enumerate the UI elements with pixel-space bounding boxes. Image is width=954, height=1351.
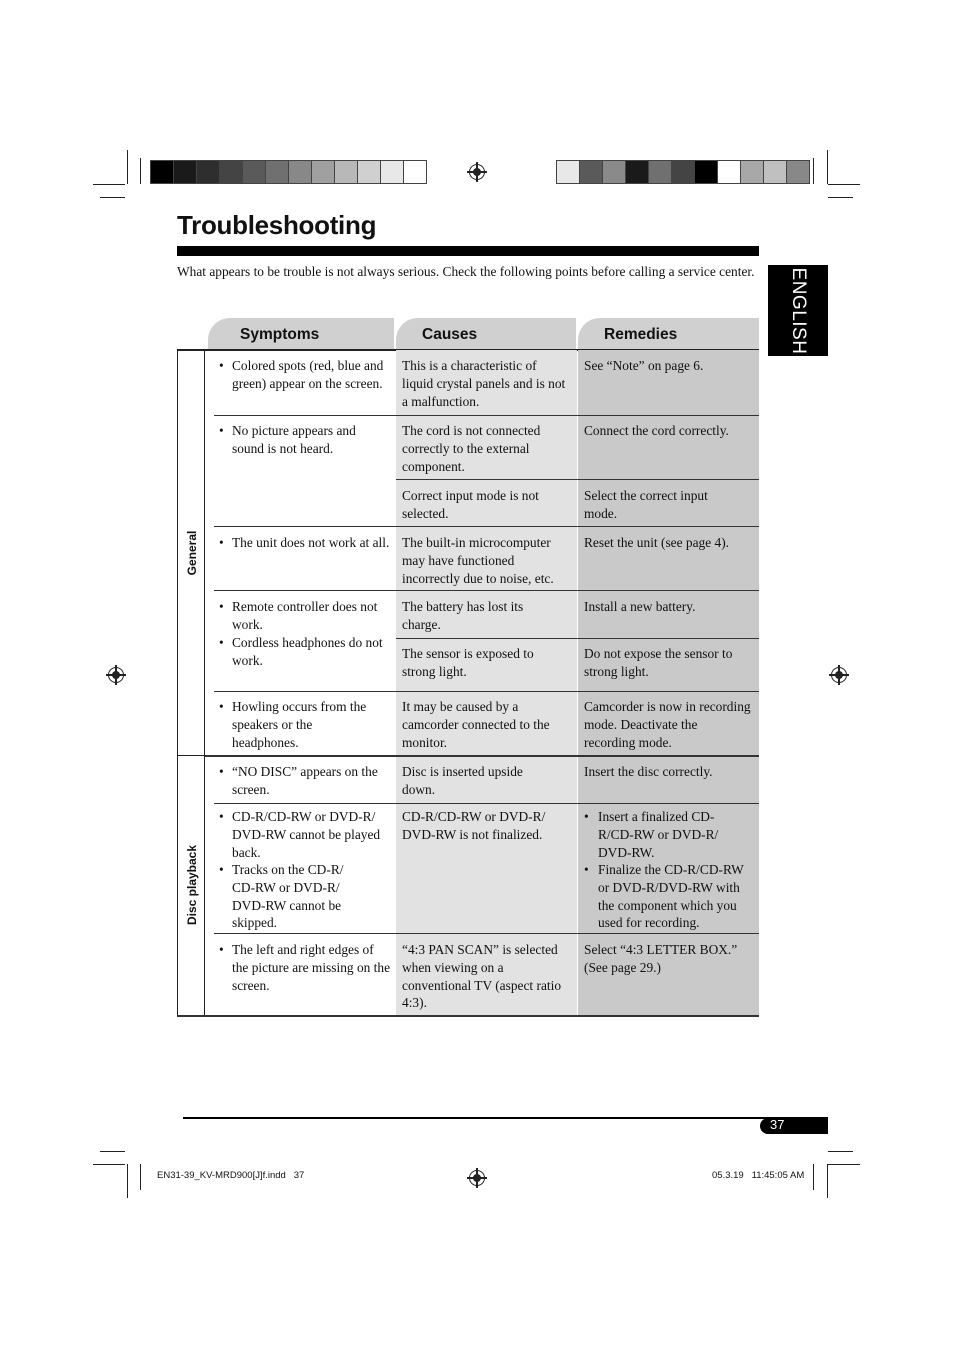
- remedy-cell: Select “4:3 LETTER BOX.” (See page 29.): [584, 942, 738, 975]
- cause-cell: CD-R/CD-RW or DVD-R/ DVD-RW is not finalized.: [402, 809, 546, 842]
- color-swatch: [150, 160, 174, 184]
- group-label-disc-playback: Disc playback: [185, 844, 199, 926]
- footer-rule: [183, 1117, 828, 1119]
- remedy-cell: Do not expose the sensor to strong light.: [584, 646, 733, 679]
- title-rule: [177, 246, 759, 256]
- color-swatch: [556, 160, 580, 184]
- row-separator: [214, 590, 759, 591]
- symptom-cell: • Tracks on the CD-R/ CD-RW or DVD-R/ DVD-RW cannot be skipped.: [214, 861, 360, 932]
- language-tab: [768, 265, 828, 356]
- color-swatch: [787, 160, 810, 184]
- symptom-cell: • Howling occurs from the speakers or the headphones.: [214, 698, 374, 751]
- symptom-cell: • Cordless headphones do not work.: [214, 634, 394, 670]
- color-swatch: [358, 160, 381, 184]
- color-swatch: [404, 160, 427, 184]
- symptom-cell: • No picture appears and sound is not heard.: [214, 422, 384, 458]
- crop-mark: [140, 158, 141, 184]
- intro-text: What appears to be trouble is not always serious. Check the following points before calling a service center.: [177, 264, 755, 279]
- row-separator: [214, 526, 759, 527]
- color-swatch: [220, 160, 243, 184]
- cause-cell: It may be caused by a camcorder connected to the monitor.: [402, 699, 550, 750]
- page-number-tab: [760, 1118, 828, 1134]
- remedy-cell: Select the correct input mode.: [584, 488, 708, 521]
- cause-cell: The sensor is exposed to strong light.: [402, 646, 534, 679]
- row-separator: [214, 691, 759, 692]
- page-number: 37: [770, 1117, 785, 1132]
- crop-mark: [813, 158, 814, 184]
- crop-mark: [127, 1164, 128, 1198]
- remedy-cell: Insert the disc correctly.: [584, 764, 713, 779]
- header-remedies: Remedies: [578, 318, 759, 349]
- row-separator: [214, 415, 759, 416]
- color-swatch: [335, 160, 358, 184]
- remedy-cell: Camcorder is now in recording mode. Deactivate the recording mode.: [584, 699, 751, 750]
- color-swatch: [174, 160, 197, 184]
- color-swatch: [741, 160, 764, 184]
- crop-mark: [828, 1151, 853, 1152]
- crop-mark: [100, 1151, 125, 1152]
- crop-mark: [828, 197, 853, 198]
- header-symptoms: Symptoms: [208, 318, 394, 349]
- color-swatch: [649, 160, 672, 184]
- remedy-cell: • Finalize the CD-R/CD-RW or DVD-R/DVD-RW with the component which you used for recording.: [584, 861, 754, 932]
- crop-mark: [100, 197, 125, 198]
- page-title: Troubleshooting: [177, 210, 377, 240]
- cause-cell: This is a characteristic of liquid crystal panels and is not a malfunction.: [402, 358, 566, 409]
- color-swatch: [289, 160, 312, 184]
- remedy-cell: Install a new battery.: [584, 599, 696, 614]
- remedy-cell: See “Note” on page 6.: [584, 358, 704, 373]
- registration-mark-icon: [469, 164, 485, 180]
- header-causes: Causes: [396, 318, 576, 349]
- cause-cell: The built-in microcomputer may have functioned incorrectly due to noise, etc.: [402, 535, 554, 586]
- registration-mark-icon: [108, 667, 124, 683]
- color-calibration-bar-right: [556, 160, 810, 184]
- crop-mark: [827, 150, 828, 184]
- crop-mark: [93, 1164, 125, 1165]
- remedy-cell: Connect the cord correctly.: [584, 423, 729, 438]
- table-bottom-rule: [177, 1015, 759, 1017]
- color-swatch: [672, 160, 695, 184]
- color-calibration-bar-left: [150, 160, 427, 184]
- cause-cell: The cord is not connected correctly to the external component.: [402, 423, 541, 474]
- cause-cell: Correct input mode is not selected.: [402, 488, 539, 521]
- row-separator: [214, 933, 759, 934]
- color-swatch: [695, 160, 718, 184]
- crop-mark: [93, 184, 125, 185]
- crop-mark: [140, 1164, 141, 1190]
- language-tab-label: ENGLISH: [788, 267, 809, 355]
- crop-mark: [827, 1164, 828, 1198]
- row-separator: [396, 479, 759, 480]
- cause-cell: “4:3 PAN SCAN” is selected when viewing on a conventional TV (aspect ratio 4:3).: [402, 942, 562, 1011]
- symptom-cell: • “NO DISC” appears on the screen.: [214, 763, 394, 799]
- symptom-cell: • Colored spots (red, blue and green) appear on the screen.: [214, 357, 392, 393]
- crop-mark: [813, 1164, 814, 1190]
- color-swatch: [381, 160, 404, 184]
- registration-mark-icon: [469, 1170, 485, 1186]
- color-swatch: [718, 160, 741, 184]
- symptom-cell: • The unit does not work at all.: [214, 534, 392, 552]
- remedy-cell: Reset the unit (see page 4).: [584, 535, 730, 550]
- cause-cell: Disc is inserted upside down.: [402, 764, 523, 797]
- row-separator: [214, 803, 759, 804]
- color-swatch: [580, 160, 603, 184]
- footer-file-name: EN31-39_KV-MRD900[J]f.indd 37: [157, 1170, 305, 1181]
- footer-timestamp: 05.3.19 11:45:05 AM: [712, 1170, 805, 1181]
- crop-mark: [828, 1164, 860, 1165]
- color-swatch: [243, 160, 266, 184]
- remedy-cell: • Insert a finalized CD-R/CD-RW or DVD-R/ DVD-RW.: [584, 808, 738, 861]
- group-label-general: General: [185, 530, 199, 576]
- color-swatch: [626, 160, 649, 184]
- crop-mark: [828, 184, 860, 185]
- color-swatch: [764, 160, 787, 184]
- crop-mark: [127, 150, 128, 184]
- symptom-cell: • Remote controller does not work.: [214, 598, 394, 634]
- symptom-cell: • CD-R/CD-RW or DVD-R/ DVD-RW cannot be played back.: [214, 808, 394, 861]
- registration-mark-icon: [831, 667, 847, 683]
- row-separator: [396, 638, 759, 639]
- color-swatch: [312, 160, 335, 184]
- symptom-cell: • The left and right edges of the picture are missing on the screen.: [214, 941, 392, 994]
- color-swatch: [266, 160, 289, 184]
- group-separator: [205, 755, 759, 757]
- cause-cell: The battery has lost its charge.: [402, 599, 524, 632]
- color-swatch: [603, 160, 626, 184]
- color-swatch: [197, 160, 220, 184]
